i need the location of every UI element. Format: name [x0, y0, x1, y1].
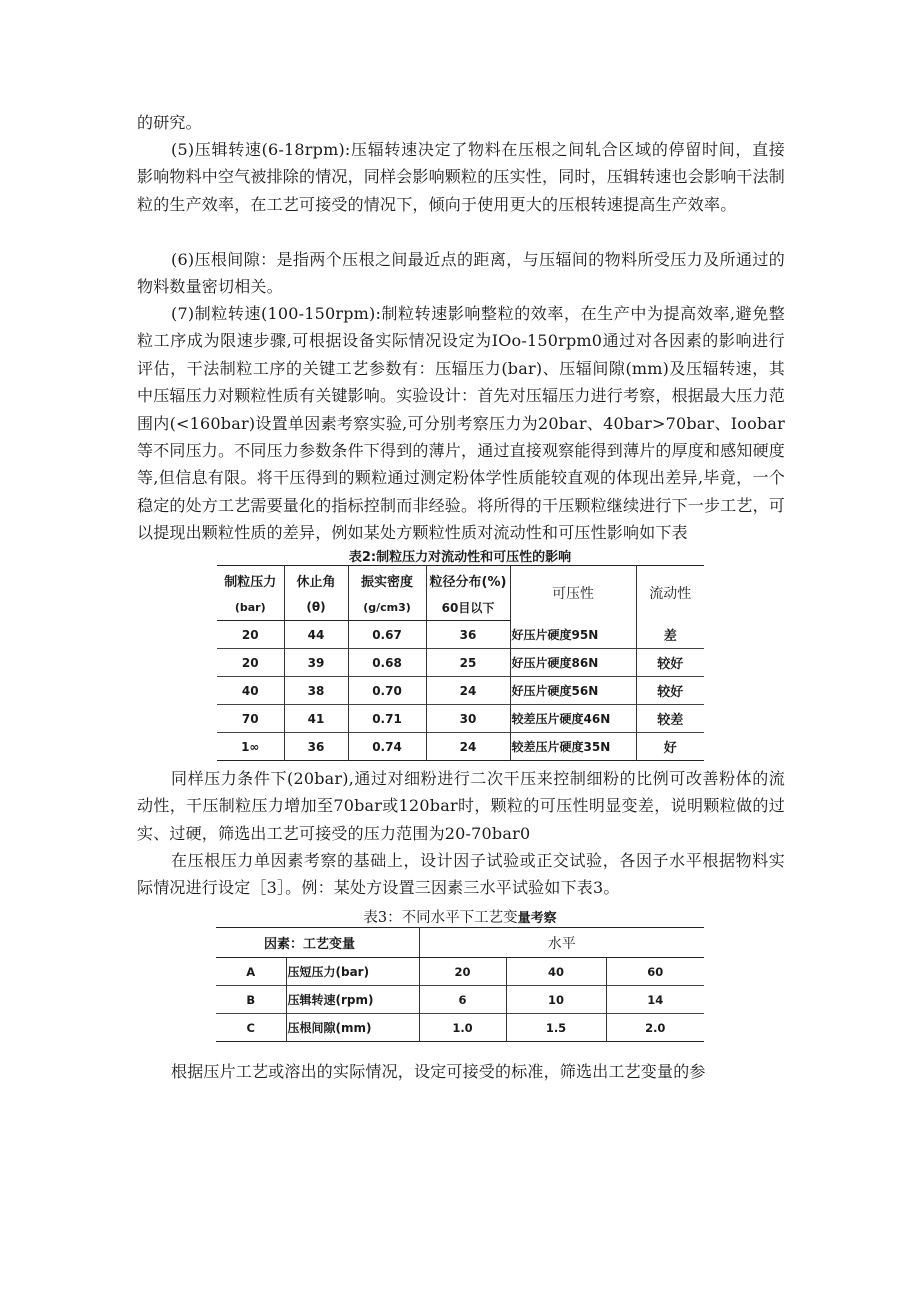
cell-compress: 好压片硬度56N	[510, 677, 636, 705]
cell-flow: 差	[636, 621, 704, 649]
cell-level-2: 10	[506, 986, 606, 1014]
header-density-unit: (g/cm3)	[348, 594, 426, 621]
cell-level-3: 60	[606, 958, 704, 986]
cell-pressure: 20	[217, 649, 284, 677]
table3-caption	[0, 906, 920, 927]
cell-compress: 较差压片硬度46N	[510, 705, 636, 733]
cell-pressure: 40	[217, 677, 284, 705]
paragraph-1: 的研究。	[137, 113, 202, 132]
header-particle-sub: 60目以下	[426, 594, 510, 621]
header-level: 水平	[419, 928, 704, 958]
cell-code: C	[216, 1014, 286, 1042]
table3-caption-bold: 量考察	[517, 911, 557, 926]
cell-level-3: 14	[606, 986, 704, 1014]
cell-density: 0.71	[348, 705, 426, 733]
paragraph-final: 根据压片工艺或溶出的实际情况，设定可接受的标准，筛选出工艺变量的参	[171, 1062, 706, 1081]
header-pressure-unit: (bar)	[217, 594, 284, 621]
paragraph-roller-speed: (5)压辑转速(6-18rpm):压辐转速决定了物料在压根之间轧合区域的停留时间，直接影响物料中空气被排除的情况，同样会影响颗粒的压实性，同时，压辑转速也会影响干法制粒的生产效率，在工艺可接受的情况下，倾向于使用更大的压根转速提高生产效率。	[137, 140, 786, 214]
cell-angle: 38	[284, 677, 348, 705]
cell-density: 0.70	[348, 677, 426, 705]
cell-pressure: 20	[241, 627, 259, 642]
header-compressibility: 可压性	[510, 566, 636, 621]
header-angle: 休止角	[284, 566, 348, 595]
cell-level-1: 20	[419, 958, 506, 986]
cell-density: 0.74	[348, 733, 426, 761]
cell-angle: 36	[284, 733, 348, 761]
table-row	[216, 958, 704, 986]
table-process-variables	[216, 927, 704, 1042]
table-row	[216, 986, 704, 1014]
cell-code: B	[216, 986, 286, 1014]
paragraph-granulation-speed: (7)制粒转速(100-150rpm):制粒转速影响整粒的效率，在生产中为提高效率,避免整粒工序成为限速步骤,可根据设备实际情况设定为IOo-150rpm0通过对各因素的影响进行评估，干法制粒工序的关键工艺参数有：压辐压力(bar)、压辐间隙(mm)及压辐转速，其中压辐压力对颗粒性质有关键影响。实验设计：首先对压辐压力进行考察，根据最大压力范围内(<160bar)设置单因素考察实验,可分别考察压力为20bar、40bar>70bar、Ioobar等不同压力。不同压力参数条件下得到的薄片，通过直接观察能得到薄片的厚度和感知硬度等,但信息有限。将干压得到的颗粒通过测定粉体学性质能较直观的体现出差异,毕竟，一个稳定的处方工艺需要量化的指标控制而非经验。将所得的干压颗粒继续进行下一步工艺，可以提现出颗粒性质的差异，例如某处方颗粒性质对流动性和可压性影响如下表	[137, 304, 786, 543]
paragraph-pressure-result: 同样压力条件下(20bar),通过对细粉进行二次干压来控制细粉的比例可改善粉体的流动性，干压制粒压力增加至70bar或120bar时，颗粒的可压性明显变差，说明颗粒做的过实、过硬，筛选出工艺可接受的压力范围为20-70bar0	[137, 769, 785, 843]
paragraph-roller-gap: (6)压根间隙：是指两个压根之间最近点的距离，与压辐间的物料所受压力及所通过的物料数量密切相关。	[137, 250, 785, 297]
cell-compress: 较差压片硬度35N	[510, 733, 636, 761]
cell-level-1: 6	[419, 986, 506, 1014]
header-density: 振实密度	[348, 566, 426, 595]
cell-compress: 好压片硬度95N	[510, 621, 636, 649]
cell-flow: 好	[636, 733, 704, 761]
cell-pressure: 1∞	[217, 733, 284, 761]
paragraph-factor-design: 在压根压力单因素考察的基础上，设计因子试验或正交试验，各因子水平根据物料实际情况进行设定［3］。例：某处方设置三因素三水平试验如下表3。	[137, 851, 785, 898]
cell-angle: 44	[284, 621, 348, 649]
table-pressure-effect	[217, 565, 704, 761]
cell-particle: 36	[426, 621, 510, 649]
cell-level-3: 2.0	[606, 1014, 704, 1042]
cell-variable: 压根间隙(mm)	[286, 1014, 419, 1042]
table-row	[217, 621, 704, 649]
table-row	[217, 705, 704, 733]
cell-particle: 25	[426, 649, 510, 677]
cell-density: 0.67	[348, 621, 426, 649]
cell-flow: 较好	[636, 677, 704, 705]
header-angle-unit: (θ)	[284, 594, 348, 621]
table3-caption-plain: 表3：不同水平下工艺变	[363, 910, 518, 926]
table-row	[217, 649, 704, 677]
cell-particle: 24	[426, 677, 510, 705]
cell-level-2: 1.5	[506, 1014, 606, 1042]
cell-angle: 41	[284, 705, 348, 733]
cell-density: 0.68	[348, 649, 426, 677]
cell-compress: 好压片硬度86N	[510, 649, 636, 677]
table-row	[217, 733, 704, 761]
table-row	[217, 677, 704, 705]
cell-angle: 39	[284, 649, 348, 677]
header-pressure: 制粒压力	[224, 574, 277, 590]
table-row	[216, 1014, 704, 1042]
cell-particle: 30	[426, 705, 510, 733]
table2-caption: 表2:制粒压力对流动性和可压性的影响	[348, 550, 572, 565]
cell-flow: 较好	[636, 649, 704, 677]
cell-flow: 较差	[636, 705, 704, 733]
cell-level-2: 40	[506, 958, 606, 986]
cell-variable: 压辑转速(rpm)	[286, 986, 419, 1014]
cell-pressure: 70	[217, 705, 284, 733]
header-flowability: 流动性	[636, 566, 704, 621]
cell-code: A	[246, 964, 256, 979]
cell-level-1: 1.0	[419, 1014, 506, 1042]
header-particle: 粒径分布(%)	[426, 566, 510, 595]
header-factor: 因素：工艺变量	[216, 928, 419, 958]
cell-variable: 压短压力(bar)	[286, 958, 419, 986]
cell-particle: 24	[426, 733, 510, 761]
